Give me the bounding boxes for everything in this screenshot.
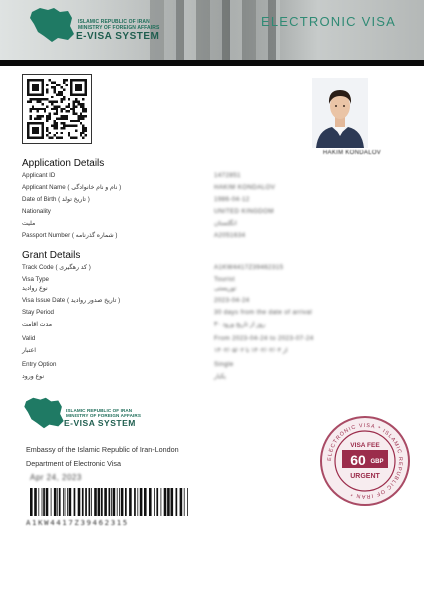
row-label: ملیت [22, 220, 36, 227]
grant-row-stay-period-fa [22, 321, 402, 332]
row-value: 30 days from the date of arrival [214, 309, 313, 316]
grant-row-visa-type-fa [22, 285, 402, 296]
grant-row-entry-option-fa [22, 373, 402, 384]
row-label: Applicant ID [22, 172, 56, 179]
row-label: اعتبار [22, 347, 37, 354]
stamp-bottom-text: URGENT [350, 473, 380, 480]
logo-title: E-VISA SYSTEM [76, 31, 160, 42]
row-value: A1KW4417Z39462315 [214, 264, 284, 271]
row-value: A2051634 [214, 232, 246, 239]
grant-row-track-code [22, 264, 402, 275]
grant-row-stay-period [22, 309, 402, 320]
row-label: Visa Type [22, 276, 49, 283]
app-row-passport-number [22, 232, 402, 243]
app-row-nationality [22, 208, 402, 219]
applicant-photo [312, 78, 368, 148]
row-value: 1986-04-12 [214, 196, 250, 203]
row-value: انگلستان [214, 220, 237, 227]
logo-line1: ISLAMIC REPUBLIC OF IRAN [66, 408, 133, 413]
row-label: Entry Option [22, 361, 57, 368]
logo-line2: MINISTRY OF FOREIGN AFFAIRS [78, 25, 160, 31]
row-value: 2023-04-24 [214, 297, 250, 304]
department-name: Department of Electronic Visa [26, 459, 121, 468]
grant-row-entry-option [22, 361, 402, 372]
stamp-currency: GBP [370, 459, 384, 465]
issue-date: Apr 24, 2023 [30, 473, 82, 482]
visa-fee-stamp [320, 416, 410, 506]
row-value: ۳۰ روز از تاریخ ورود [214, 321, 266, 328]
qr-code [22, 74, 92, 144]
row-label: نوع روادید [22, 285, 48, 292]
application-details-title: Application Details [22, 158, 105, 169]
stamp-amount: 60 [350, 452, 366, 468]
row-label: Stay Period [22, 309, 54, 316]
logo-line2: MINISTRY OF FOREIGN AFFAIRS [66, 413, 142, 418]
barcode-text: A1KW4417Z39462315 [26, 518, 129, 527]
row-label: Nationality [22, 208, 51, 215]
barcode-icon [30, 488, 192, 516]
qr-code-icon [27, 79, 87, 139]
logo-title: E-VISA SYSTEM [64, 418, 136, 428]
app-row-applicant-id [22, 172, 402, 183]
grant-row-valid [22, 335, 402, 346]
app-row-applicant-name [22, 184, 402, 195]
row-value: 1472851 [214, 172, 241, 179]
row-label: Visa Issue Date ( تاریخ صدور روادید ) [22, 297, 121, 304]
header-logo [28, 6, 163, 46]
header-photo-strip [150, 0, 280, 60]
row-value: Tourist [214, 276, 236, 283]
row-value: Single [214, 361, 234, 368]
row-value: از ۱۴۰۲/۰۲/۰۴ تا ۱۴۰۲/۰۵/۰۲ [214, 347, 288, 354]
grant-row-valid-fa [22, 347, 402, 358]
row-label: Valid [22, 335, 36, 342]
row-label: Track Code ( کد رهگیری ) [22, 264, 91, 271]
grant-row-issue-date [22, 297, 402, 308]
embassy-name: Embassy of the Islamic Republic of Iran-London [26, 445, 179, 454]
page-title: ELECTRONIC VISA [260, 14, 396, 29]
stamp-ring-text: ELECTRONIC VISA * ISLAMIC REPUBLIC OF IRAN * [326, 422, 404, 500]
row-value: یکبار [214, 373, 226, 380]
app-row-date-of-birth [22, 196, 402, 207]
person-icon [312, 78, 368, 148]
header-band [0, 0, 424, 60]
row-value: UNITED KINGDOM [214, 208, 274, 215]
stamp-top-text: VISA FEE [350, 442, 380, 449]
row-value: HAKIM KONDALOV [214, 184, 276, 191]
header-divider [0, 60, 424, 66]
row-label: Applicant Name ( نام و نام خانوادگی ) [22, 184, 122, 191]
iran-map-icon [28, 6, 76, 44]
footer-logo [22, 396, 152, 436]
row-label: نوع ورود [22, 373, 45, 380]
applicant-photo-name: HAKIM KONDALOV [322, 150, 382, 156]
row-label: Date of Birth ( تاریخ تولد ) [22, 196, 90, 203]
row-label: Passport Number ( شماره گذرنامه ) [22, 232, 118, 239]
iran-map-icon [22, 396, 66, 430]
row-label: مدت اقامت [22, 321, 53, 328]
grant-details-title: Grant Details [22, 250, 81, 261]
logo-line1: ISLAMIC REPUBLIC OF IRAN [78, 19, 150, 25]
row-value: From 2023-04-24 to 2023-07-24 [214, 335, 314, 342]
row-value: توریستی [214, 285, 237, 292]
app-row-nationality-fa [22, 220, 402, 231]
